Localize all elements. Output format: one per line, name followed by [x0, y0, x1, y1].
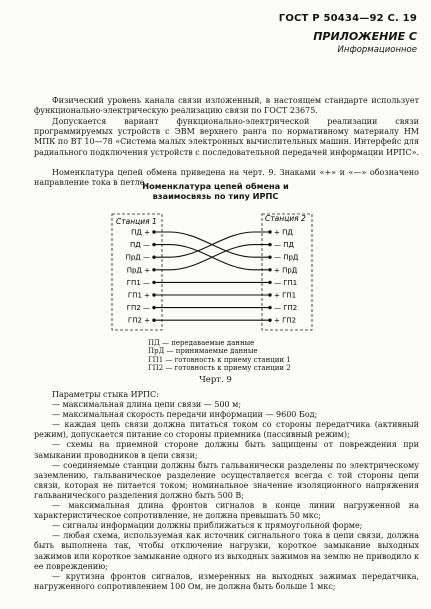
appendix-title: ПРИЛОЖЕНИЕ С — [313, 30, 417, 43]
parameters-section — [34, 390, 419, 592]
station2-pins — [268, 229, 299, 325]
station1-pin-label: ГП1 + — [127, 291, 150, 300]
station1-pin-label: ГП2 + — [127, 316, 150, 325]
parameter-item: — сигналы информации должны приближаться к прямоугольной форме; — [52, 521, 363, 531]
legend-item: ПД — передаваемые данные — [148, 339, 255, 347]
legend-item: ГП1 — готовность к приему станции 1 — [148, 355, 291, 364]
station1-pin-label: ГП2 — — [126, 304, 150, 313]
station2-pin-label: + ПрД — [274, 266, 298, 275]
parameter-item: — максимальная длина фронтов сигналов в конце линии нагруженной на характеристическое сопротивление, не должна превышать 50 мкс; — [34, 501, 419, 521]
station2-pin-label: — ПрД — [274, 253, 299, 262]
legend-item: ПрД — принимаемые данные — [148, 347, 258, 356]
station1-pin-label: ПрД — — [125, 253, 150, 262]
station2-pin-label: — ГП1 — [274, 278, 298, 287]
page-header: ГОСТ Р 50434—92 С. 19 — [278, 13, 417, 24]
parameter-item: — любая схема, используемая как источник сигнального тока в цепи связи, должна быть выполнена так, чтобы отключение нагрузки, короткое замыкание выходных зажимов или короткое замыкание одного из выходных зажимов на землю не приводило к ее повреждению; — [34, 531, 419, 571]
legend-item: ГП2 — готовность к приему станции 2 — [148, 363, 291, 372]
station1-pin-label: ПД + — [131, 228, 150, 237]
parameters-heading: Параметры стыка ИРПС: — [52, 390, 159, 399]
station1-pin-label: ПД — — [130, 241, 150, 250]
parameter-item: — соединяемые станции должны быть гальванически разделены по электрическому заземлению, гальваническое разделение осуществляется всегда с той стороны цепи связи, которая не питается током; номинальное значение изоляционного напряжения гальванического разделения должно быть 500 В; — [34, 460, 419, 500]
station2-pin-label: + ГП1 — [274, 291, 297, 300]
parameter-item: — крутизна фронтов сигналов, измеренных на выходных зажимах передатчика, нагруженного сопротивлением 100 Ом, не должна быть больше 1 мкс; — [34, 571, 419, 591]
station2-pin-label: + ПД — [274, 228, 293, 237]
station2-pin-label: — ГП2 — [274, 304, 298, 313]
station1-pins — [126, 229, 156, 325]
wires — [154, 232, 270, 320]
station1-label: Станция 1 — [116, 217, 157, 226]
figure-caption: Черт. 9 — [199, 375, 232, 385]
paragraph-2: Допускается вариант функционально-электрической реализации связи программируемых устройств с ЭВМ верхнего ранга по нормативному материалу НМ МПК по ВТ 10—78 «Система малых электронных вычислительных машин. Интерфейс для радиального подключения устройств с последовательной передачей информации ИРПС». — [34, 117, 420, 157]
figure-legend — [148, 339, 291, 372]
irps-circuit-diagram — [108, 206, 318, 334]
parameter-item: — каждая цепь связи должна питаться током со стороны передатчика (активный режим), допускается питание со стороны приемника (пассивный режим); — [34, 420, 419, 440]
parameter-item: — максимальная скорость передачи информации — 9600 Бод; — [52, 410, 318, 420]
station2-pin-label: + ГП2 — [274, 316, 297, 325]
figure-title-line1: Номенклатура цепей обмена и — [142, 181, 289, 191]
appendix-subtitle: Информационное — [337, 45, 417, 55]
paragraph-3: Номенклатура цепей обмена приведена на черт. 9. Знаками «+» и «—» обозначено направление тока в петле. — [34, 168, 419, 188]
figure-title-line2: взаимосвязь по типу ИРПС — [152, 191, 279, 201]
parameter-item: — схемы на приемной стороне должны быть защищены от повреждения при замыкании проводников в цепи связи; — [34, 440, 419, 460]
parameter-item: — максимальная длина цепи связи — 500 м; — [52, 400, 242, 410]
station2-pin-label: — ПД — [274, 241, 294, 250]
paragraph-1: Физический уровень канала связи изложенный, в настоящем стандарте использует функционально-электрическую реализацию связи по ГОСТ 23675. — [34, 96, 419, 116]
station1-pin-label: ПрД + — [126, 266, 150, 275]
station2-label: Станция 2 — [265, 214, 306, 223]
station1-pin-label: ГП1 — — [126, 278, 150, 287]
